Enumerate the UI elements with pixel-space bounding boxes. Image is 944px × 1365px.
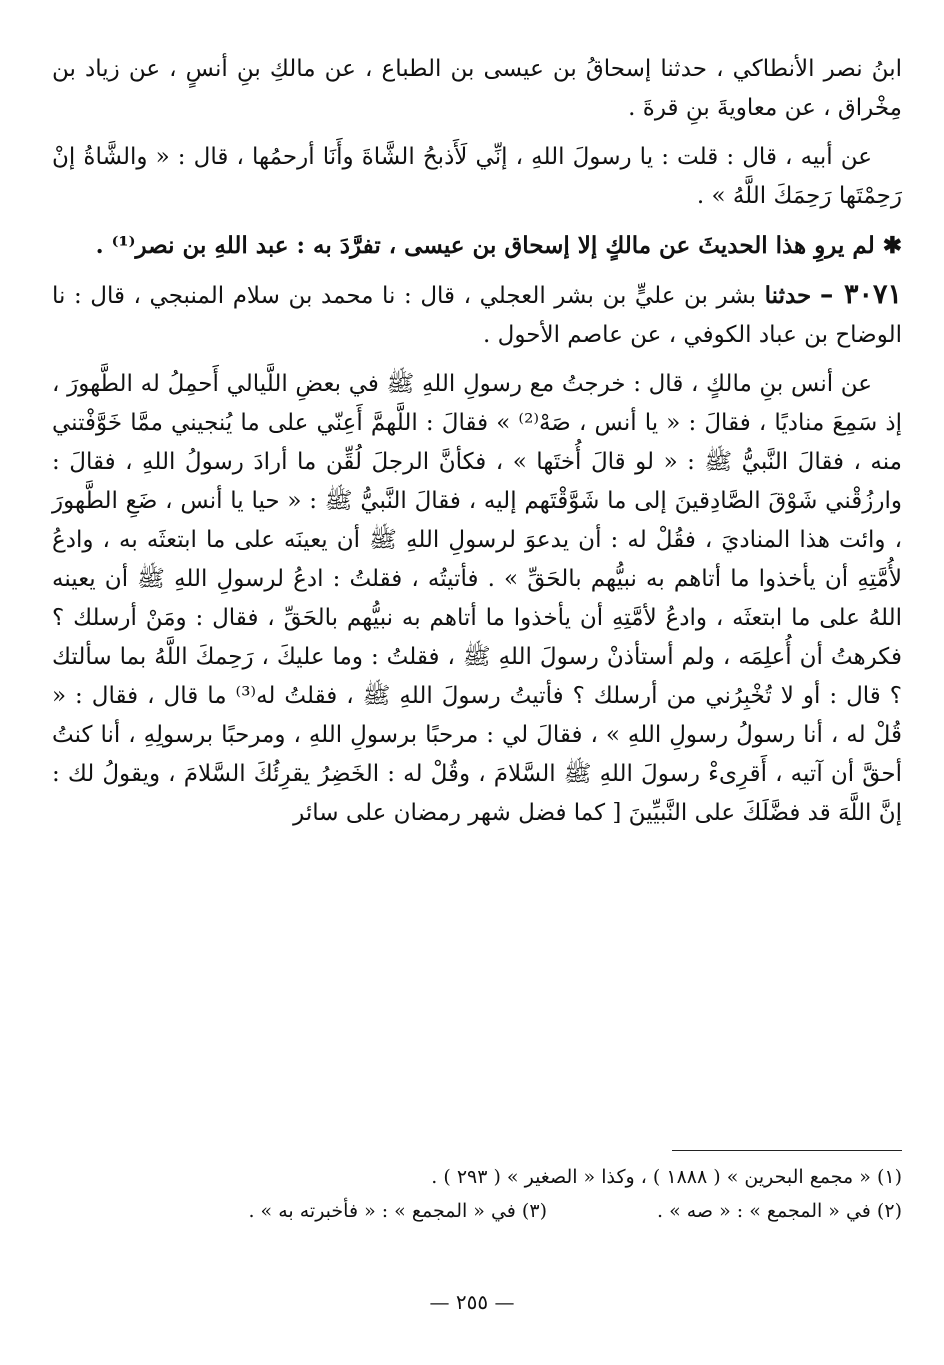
hadith-body-paragraph: عن أنس بنِ مالكٍ ، قال : خرجتُ مع رسولِ اللهِ ﷺ في بعضِ اللَّيالي أَحمِلُ له الطَّهورَ ، إذ سَمِعَ مناديًا ، فقالَ : « يا أنس ، صَهْ⁽²⁾ » فقالَ : اللَّهمَّ أَعِنّي على ما يُنجيني ممَّا خَوَّفْتني منه ، فقالَ النَّبيُّ ﷺ : « لو قالَ أُختَها » ، فكأنَّ الرجلَ لُقِّن ما أرادَ رسولُ اللهِ ، فقالَ : وارزُقْني شَوْقَ الصَّادِقينَ إلى ما شَوَّقْتَهم إليه ، فقالَ النَّبيُّ ﷺ : « حيا يا أنس ، ضَعِ الطَّهورَ ، وائت هذا المناديَ ، فقُلْ له : أن يدعوَ لرسولِ اللهِ ﷺ أن يعينَه على ما ابتعثَه به ، وادعُ لأُمَّتِهِ أن يأخذوا ما أتاهم به نبيُّهم بالحَقِّ » . فأتيتُه ، فقلتُ : ادعُ لرسولِ اللهِ ﷺ أن يعينه اللهُ على ما ابتعثَه ، وادعُ لأمَّتِهِ أن يأخذوا ما أتاهم به نبيُّهم بالحَقِّ ، فقال : ومَنْ أرسلك ؟ فكرهتُ أن أُعلِمَه ، ولم أستأذنْ رسولَ اللهِ ﷺ ، فقلتُ : وما عليكَ ، رَحِمكَ اللَّهُ بما سألتك ؟ قال : أو لا تُخْبِرُني من أرسلك ؟ فأتيتُ رسولَ اللهِ ﷺ ، فقلتُ له⁽³⁾ ما قال ، فقال : « قُلْ له ، أنا رسولُ رسولِ اللهِ » ، فقالَ لي : مرحبًا برسولِ اللهِ ، ومرحبًا برسولِهِ ، أنا كنتُ أحقَّ أن آتيه ، أَقرِىءْ رسولَ اللهِ ﷺ السَّلامَ ، وقُلْ له : الخَضِرُ يقرِئُكَ السَّلامَ ، ويقولُ لك : إنَّ اللَّهَ قد فضَّلَكَ على النَّبيِّينَ [ كما فضل شهر رمضان على سائر [52, 371, 902, 826]
page-number: — ٢٥٥ — [429, 1290, 515, 1314]
footnotes [52, 1160, 902, 1228]
isnad-paragraph: ابنُ نصر الأنطاكي ، حدثنا إسحاقُ بن عيسى بن الطباع ، عن مالكِ بنِ أنسٍ ، عن زياد بن مِخْراق ، عن معاويةَ بنِ قرةَ . [52, 56, 902, 121]
footnote-divider [672, 1150, 902, 1151]
footnote-2: (٢) في « المجمع » : « صه » . [656, 1200, 902, 1222]
page-body [52, 50, 902, 843]
hadith-lead-word: حدثنا [764, 282, 812, 309]
hadith-chain-text: بشر بن عليٍّ بن بشر العجلي ، قال : نا محمد بن سلام المنبجي ، قال : نا الوضاح بن عباد الكوفي ، عن عاصم الأحول . [52, 283, 902, 348]
footnote-1: (١) « مجمع البحرين » ( ١٨٨٨ ) ، وكذا « الصغير » ( ٢٩٣ ) . [431, 1166, 902, 1188]
footnote-row [52, 1194, 902, 1228]
footnote-3: (٣) في « المجمع » : « فأخبرته به » . [248, 1200, 547, 1222]
hadith-heading-paragraph [52, 275, 902, 355]
hadith-text-paragraph: عن أبيه ، قال : قلت : يا رسولَ اللهِ ، إنِّي لَأَذبحُ الشَّاةَ وأَنَا أرحمُها ، قال : « والشَّاةُ إنْ رَحِمْتَها رَحِمَكَ اللَّهُ » . [52, 144, 902, 209]
hadith-number: ٣٠٧١ – [819, 279, 902, 310]
commentary-paragraph: ✱ لم يروِ هذا الحديثَ عن مالكٍ إلا إسحاق بن عيسى ، تفرَّدَ به : عبد اللهِ بن نصر⁽¹⁾ . [95, 232, 902, 259]
